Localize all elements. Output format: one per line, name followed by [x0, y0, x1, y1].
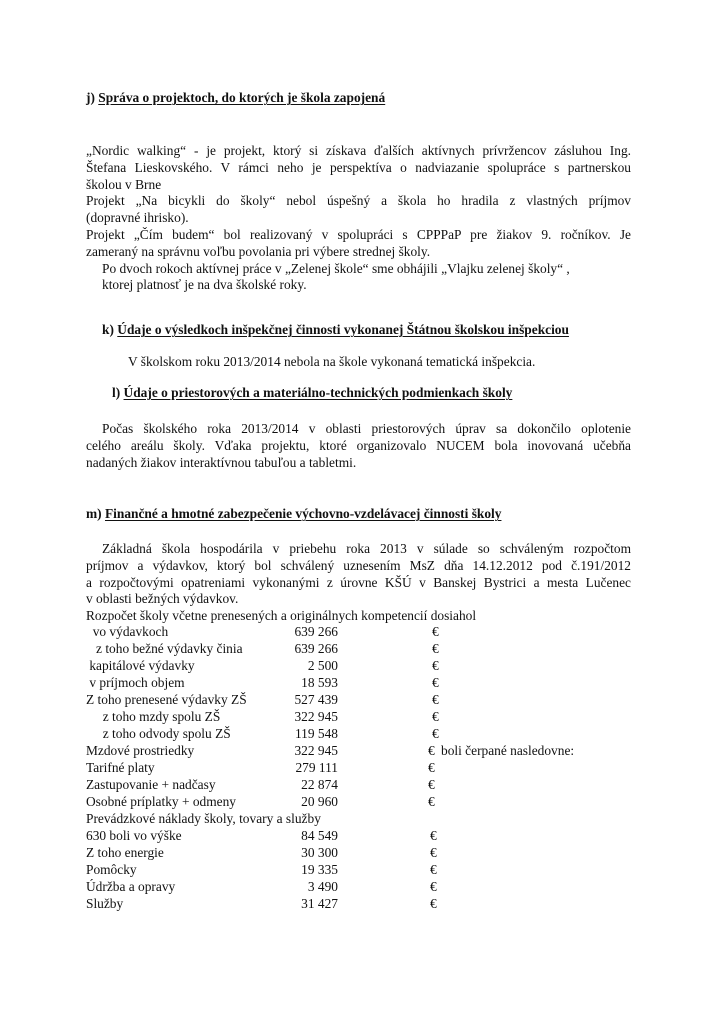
row-amount: 18 593	[301, 675, 338, 690]
section-m-heading	[86, 506, 501, 523]
section-j-line: ktorej platnosť je na dva školské roky.	[102, 277, 307, 293]
row-currency: €	[432, 726, 439, 741]
row-label: Osobné príplatky + odmeny	[86, 794, 236, 809]
section-j-line: (dopravné ihrisko).	[86, 210, 189, 226]
table-row	[0, 777, 723, 794]
table-row	[0, 879, 723, 896]
row-currency: €	[430, 828, 437, 843]
section-m-line: Základná škola hospodárila v priebehu roka 2013 v súlade so schváleným rozpočtom	[102, 541, 631, 556]
row-label: kapitálové výdavky	[86, 658, 195, 673]
section-l-title: Údaje o priestorových a materiálno-technických podmienkach školy	[123, 385, 513, 400]
row-label: z toho bežné výdavky činia	[86, 641, 243, 656]
row-label: z toho odvody spolu ZŠ	[86, 726, 231, 741]
row-currency: €	[430, 879, 437, 894]
section-j-line: školou v Brne	[86, 176, 162, 192]
table-row	[0, 743, 723, 760]
section-l-line: Počas školského roka 2013/2014 v oblasti priestorových úprav sa dokončilo oplotenie	[102, 421, 631, 436]
section-j-heading	[86, 90, 385, 107]
row-label: Zastupovanie + nadčasy	[86, 777, 216, 792]
section-m-intro	[86, 541, 631, 625]
section-k-title: Údaje o výsledkoch inšpekčnej činnosti vykonanej Štátnou školskou inšpekciou	[117, 322, 569, 337]
section-l-line: celého areálu školy. Vďaka projektu, ktoré organizovalo NUCEM bola inovovaná učebňa	[86, 437, 631, 453]
section-l-body	[86, 421, 631, 471]
section-j-line: „Nordic walking“ - je projekt, ktorý si získava ďalších aktívnych prívržencov zásluhou Ing.	[86, 143, 631, 158]
row-amount: 527 439	[294, 692, 338, 707]
row-label: Z toho prenesené výdavky ZŠ	[86, 692, 247, 707]
table-row	[0, 675, 723, 692]
row-amount: 3 490	[307, 879, 338, 894]
section-k-text: V školskom roku 2013/2014 nebola na škole vykonaná tematická inšpekcia.	[128, 354, 536, 369]
table-row	[0, 726, 723, 743]
row-amount: 119 548	[294, 726, 338, 741]
row-label: Služby	[86, 896, 124, 911]
row-currency: €	[428, 794, 435, 809]
row-label: Tarifné platy	[86, 760, 155, 775]
row-label: vo výdavkoch	[86, 624, 169, 639]
section-m-line: príjmov a výdavkov, ktorý bol schválený uznesením MsZ dňa 14.12.2012 pod č.191/2012	[86, 557, 631, 573]
row-amount: 2 500	[307, 658, 338, 673]
row-currency: €	[428, 777, 435, 792]
row-amount: 20 960	[301, 794, 338, 809]
section-l-line: nadaných žiakov interaktívnou tabuľou a tabletmi.	[86, 454, 357, 470]
section-m-line: Rozpočet školy včetne prenesených a originálnych kompetencií dosiahol	[86, 608, 477, 624]
row-amount: 322 945	[294, 709, 338, 724]
row-note: boli čerpané nasledovne:	[441, 743, 575, 758]
row-currency: €	[430, 896, 437, 911]
row-currency: €	[428, 760, 435, 775]
row-amount: 22 874	[301, 777, 338, 792]
row-label: Prevádzkové náklady školy, tovary a služby	[86, 811, 321, 826]
row-currency: €	[428, 743, 435, 758]
row-label: Z toho energie	[86, 845, 164, 860]
section-j-line: Projekt „Čím budem“ bol realizovaný v spolupráci s CPPPaP pre žiakov 9. ročníkov. Je	[86, 226, 631, 242]
section-j-line: Projekt „Na bicykli do školy“ nebol úspešný a škola ho hradila z vlastných príjmov	[86, 193, 631, 209]
section-j-prefix: j)	[86, 90, 95, 105]
section-j-line: zameraný na správnu voľbu povolania pri výbere strednej školy.	[86, 243, 431, 259]
table-row	[0, 709, 723, 726]
row-label: z toho mzdy spolu ZŠ	[86, 709, 221, 724]
table-row	[0, 641, 723, 658]
section-m-prefix: m)	[86, 506, 102, 521]
section-m-title: Finančné a hmotné zabezpečenie výchovno-vzdelávacej činnosti školy	[104, 506, 502, 521]
row-amount: 639 266	[294, 641, 338, 656]
section-l-heading	[112, 385, 512, 402]
section-m-line: a rozpočtovými opatreniami vykonanými z úrovne KŠÚ v Banskej Bystrici a mesta Lučenec	[86, 574, 631, 590]
table-row	[0, 845, 723, 862]
row-amount: 30 300	[301, 845, 338, 860]
row-label: Mzdové prostriedky	[86, 743, 195, 758]
section-j-body	[86, 143, 631, 294]
row-label: Pomôcky	[86, 862, 137, 877]
row-currency: €	[432, 641, 439, 656]
section-j-title: Správa o projektoch, do ktorých je škola zapojená	[98, 90, 386, 105]
table-row	[0, 658, 723, 675]
row-amount: 84 549	[301, 828, 338, 843]
table-row	[0, 828, 723, 845]
section-j-line: Po dvoch rokoch aktívnej práce v „Zelenej škole“ sme obhájili „Vlajku zelenej školy“ ,	[102, 260, 570, 276]
table-row	[0, 692, 723, 709]
section-k-prefix: k)	[102, 322, 114, 337]
section-j-line: Štefana Lieskovského. V rámci neho je perspektíva o nadviazanie spolupráce s partnerskou	[86, 159, 631, 175]
row-currency: €	[432, 709, 439, 724]
table-row	[0, 794, 723, 811]
table-row	[0, 760, 723, 777]
row-label: v príjmoch objem	[86, 675, 185, 690]
table-row	[0, 896, 723, 913]
row-amount: 279 111	[295, 760, 338, 775]
section-l-prefix: l)	[112, 385, 121, 400]
row-currency: €	[430, 845, 437, 860]
row-currency: €	[432, 624, 439, 639]
row-amount: 639 266	[294, 624, 338, 639]
row-currency: €	[430, 862, 437, 877]
row-amount: 31 427	[301, 896, 338, 911]
row-currency: €	[432, 658, 439, 673]
row-label: Údržba a opravy	[86, 879, 176, 894]
row-amount: 322 945	[294, 743, 338, 758]
row-label: 630 boli vo výške	[86, 828, 182, 843]
table-row	[0, 862, 723, 879]
section-k-heading	[102, 322, 569, 339]
section-m-line: v oblasti bežných výdavkov.	[86, 591, 239, 607]
row-amount: 19 335	[301, 862, 338, 877]
table-row	[0, 811, 723, 828]
table-row	[0, 624, 723, 641]
row-currency: €	[432, 675, 439, 690]
row-currency: €	[432, 692, 439, 707]
